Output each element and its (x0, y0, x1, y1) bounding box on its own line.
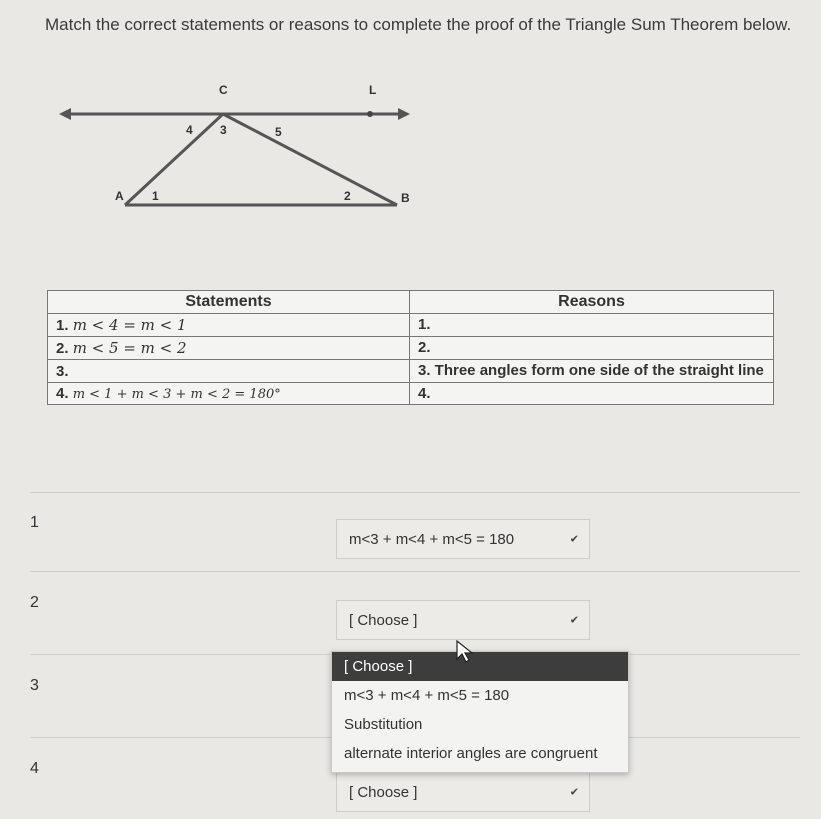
match-select-2[interactable] (336, 600, 590, 640)
header-reasons: Reasons (410, 291, 774, 314)
select-value: [ Choose ] (349, 611, 418, 629)
reason-cell: 1. (410, 314, 774, 337)
dropdown-option[interactable]: alternate interior angles are congruent (344, 745, 598, 762)
label-angle-2: 2 (344, 189, 351, 203)
label-angle-5: 5 (275, 125, 282, 139)
select-value: [ Choose ] (349, 783, 418, 801)
select-value: m<3 + m<4 + m<5 = 180 (349, 530, 515, 548)
arrow-left-icon (59, 108, 71, 120)
label-c: C (219, 83, 228, 97)
label-angle-3: 3 (220, 123, 227, 137)
match-select-4[interactable] (336, 772, 590, 812)
match-number: 1 (30, 514, 39, 531)
reason-cell: 2. (410, 337, 774, 360)
arrow-right-icon (398, 108, 410, 120)
chevron-down-icon: ✔ (569, 614, 579, 627)
mouse-cursor-icon (456, 640, 474, 664)
match-number: 4 (30, 760, 39, 777)
label-a: A (115, 189, 124, 203)
label-angle-4: 4 (186, 123, 193, 137)
dropdown-option[interactable]: [ Choose ] (332, 652, 628, 681)
table-row (48, 360, 774, 383)
dropdown-menu (331, 651, 629, 773)
chevron-down-icon: ✔ (569, 533, 579, 546)
reason-cell: 3. Three angles form one side of the straight line (410, 360, 774, 383)
reason-cell: 4. (410, 383, 774, 405)
chevron-down-icon: ✔ (569, 786, 579, 799)
label-l: L (369, 83, 377, 97)
label-b: B (401, 191, 410, 205)
table-row (48, 337, 774, 360)
label-angle-1: 1 (152, 189, 159, 203)
divider (30, 492, 800, 493)
triangle-figure (55, 72, 415, 217)
table-row (48, 314, 774, 337)
dropdown-option[interactable]: m<3 + m<4 + m<5 = 180 (344, 687, 510, 704)
match-number: 2 (30, 594, 39, 611)
statement-cell: 2. m < 5 = m < 2 (48, 337, 410, 360)
header-statements: Statements (48, 291, 410, 314)
divider (30, 571, 800, 572)
table-row (48, 383, 774, 405)
dropdown-option[interactable]: Substitution (344, 716, 423, 733)
match-select-1[interactable] (336, 519, 590, 559)
statement-cell: 4. m < 1 + m < 3 + m < 2 = 180° (48, 383, 410, 405)
question-text: Match the correct statements or reasons to complete the proof of the Triangle Sum Theorem below. (45, 15, 792, 34)
proof-table (47, 290, 774, 405)
match-number: 3 (30, 677, 39, 694)
statement-cell: 3. (48, 360, 410, 383)
statement-cell: 1. m < 4 = m < 1 (48, 314, 410, 337)
